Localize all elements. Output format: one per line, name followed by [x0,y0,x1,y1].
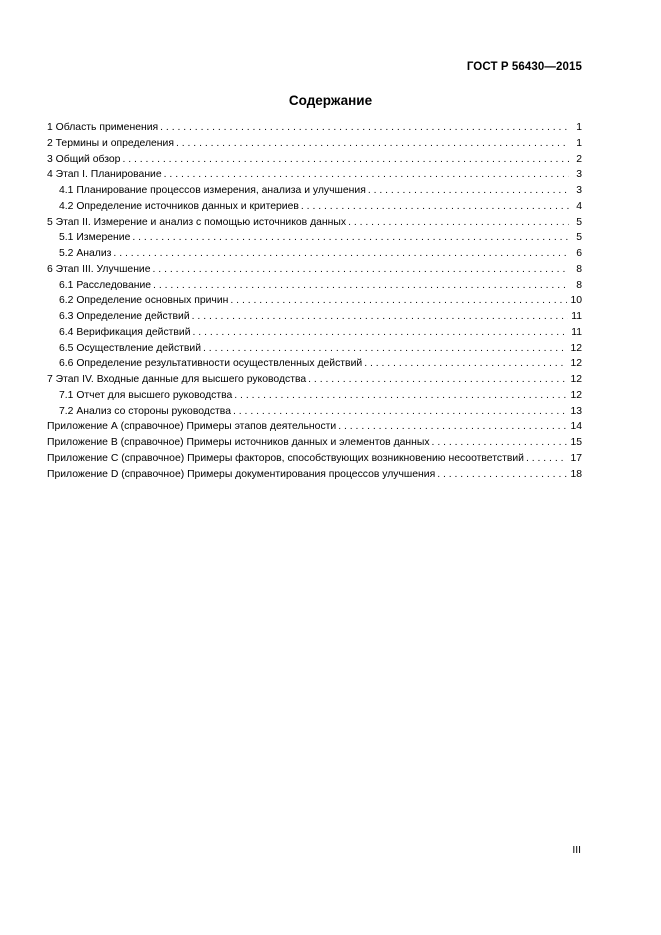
toc-entry-page: 1 [576,122,582,133]
toc-entry-title: 4.2 Определение источников данных и критериев [59,200,299,212]
toc-entry[interactable] [47,120,582,136]
toc-entry-page: 12 [570,342,582,354]
toc-dot-leader [233,404,567,420]
toc-dot-leader [122,152,569,168]
toc-entry[interactable] [47,309,582,325]
toc-entry-page: 14 [570,421,582,433]
toc-entry[interactable] [47,167,582,183]
toc-entry[interactable] [47,136,582,152]
toc-dot-leader [234,388,567,404]
toc-entry[interactable] [47,199,582,215]
toc-entry-page: 11 [571,311,582,322]
toc-entry-page: 2 [576,153,582,165]
toc-dot-leader [348,215,569,231]
toc-entry-page: 3 [576,169,582,181]
toc-entry[interactable] [47,404,582,420]
toc-dot-leader [338,419,567,435]
page-title: Содержание [288,93,373,108]
toc-entry-title: 4 Этап I. Планирование [47,169,162,181]
toc-entry[interactable] [47,215,582,231]
toc-entry-title: Приложение А (справочное) Примеры этапов деятельности [47,421,337,433]
toc-entry-title: 6.2 Определение основных причин [59,295,229,307]
toc-entry-page: 17 [570,452,582,464]
toc-dot-leader [153,278,569,294]
standard-designation: ГОСТ Р 56430—2015 [466,61,582,73]
toc-dot-leader [193,325,569,341]
toc-entry[interactable] [47,278,582,294]
toc-entry[interactable] [47,183,582,199]
toc-entry[interactable] [47,372,582,388]
toc-entry-page: 1 [576,137,582,149]
toc-entry[interactable] [47,341,582,357]
toc-dot-leader [164,167,569,183]
page-number: III [572,845,581,856]
toc-entry-title: Приложение D (справочное) Примеры документирования процессов улучшения [47,468,436,480]
toc-dot-leader [153,262,569,278]
toc-entry-page: 10 [570,295,582,307]
toc-entry-page: 3 [576,185,582,196]
toc-entry-page: 18 [570,468,582,480]
toc-dot-leader [437,467,567,483]
table-of-contents [47,120,582,482]
toc-entry[interactable] [47,246,582,262]
toc-dot-leader [308,372,567,388]
toc-entry-title: Приложение С (справочное) Примеры факторов, способствующих возникновению несоответствий [47,452,524,464]
toc-entry-page: 11 [571,326,582,338]
toc-entry[interactable] [47,419,582,435]
toc-dot-leader [203,341,567,357]
toc-entry[interactable] [47,356,582,372]
toc-entry-title: 6.6 Определение результативности осуществленных действий [59,358,363,370]
toc-entry[interactable] [47,451,582,467]
toc-dot-leader [301,199,569,215]
toc-entry[interactable] [47,435,582,451]
toc-entry-title: 6.3 Определение действий [59,311,190,322]
toc-entry[interactable] [47,293,582,309]
toc-dot-leader [526,451,567,467]
toc-entry-title: 7.2 Анализ со стороны руководства [59,405,231,417]
toc-entry-title: 4.1 Планирование процессов измерения, анализа и улучшения [59,185,366,196]
toc-entry-page: 4 [576,200,582,212]
toc-entry-title: 5.1 Измерение [59,232,131,244]
toc-entry-title: 5 Этап II. Измерение и анализ с помощью источников данных [47,216,347,228]
toc-entry-title: 3 Общий обзор [47,153,121,165]
toc-entry-page: 5 [576,216,582,228]
toc-entry-page: 13 [570,405,582,417]
toc-entry[interactable] [47,388,582,404]
toc-entry-title: 6.5 Осуществление действий [59,342,202,354]
toc-entry-page: 8 [576,263,582,275]
toc-entry-title: 7.1 Отчет для высшего руководства [59,389,233,401]
toc-entry-title: Приложение В (справочное) Примеры источников данных и элементов данных [47,437,430,448]
toc-entry-page: 12 [570,358,582,370]
toc-entry-title: 6 Этап III. Улучшение [47,263,151,275]
toc-entry-title: 1 Область применения [47,122,159,133]
toc-dot-leader [160,120,569,136]
toc-entry[interactable] [47,467,582,483]
toc-dot-leader [113,246,569,262]
toc-entry[interactable] [47,325,582,341]
toc-entry-page: 15 [570,437,582,448]
toc-entry[interactable] [47,262,582,278]
toc-entry-page: 12 [570,389,582,401]
toc-entry-title: 6.1 Расследование [59,279,152,291]
toc-entry[interactable] [47,230,582,246]
toc-dot-leader [176,136,569,152]
toc-entry-title: 6.4 Верификация действий [59,326,191,338]
toc-entry-page: 12 [570,374,582,385]
toc-dot-leader [368,183,569,199]
toc-dot-leader [364,356,567,372]
toc-dot-leader [432,435,568,451]
toc-entry-title: 7 Этап IV. Входные данные для высшего руководства [47,374,307,385]
toc-entry-page: 6 [576,248,582,259]
toc-entry-title: 5.2 Анализ [59,248,112,259]
toc-entry-page: 8 [576,279,582,291]
toc-dot-leader [192,309,569,325]
toc-entry-title: 2 Термины и определения [47,137,174,149]
toc-dot-leader [230,293,567,309]
toc-entry[interactable] [47,152,582,168]
toc-entry-page: 5 [576,232,582,244]
toc-dot-leader [132,230,569,246]
